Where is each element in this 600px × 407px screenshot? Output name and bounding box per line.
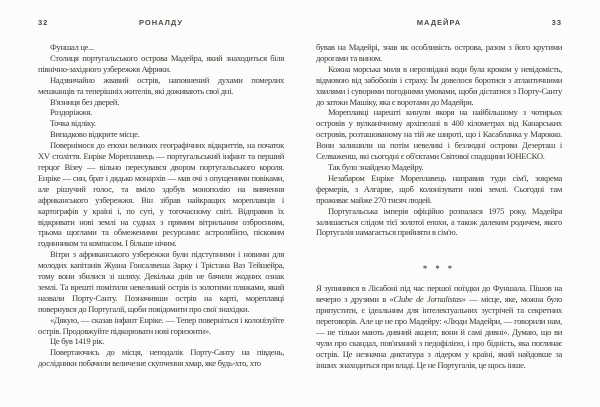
text-run: Випадково відкрите місце. [50,129,140,140]
text-run: Так було знайдено Мадейру. [328,161,424,172]
body-paragraph [316,173,562,206]
right-page [316,0,562,407]
body-paragraph [316,206,562,239]
body-paragraph [38,140,284,249]
body-paragraph [38,347,284,369]
text-run: Незабаром Енріке Мореплавець направив туди сім'ї, зокрема фермерів, з Алгарве, щоб колонізувати нові землі. Сьогодні там проживає майже 270 тисяч людей. [316,172,562,205]
text-run: Кожна морська миля в нерозвідані води була кроком у невідомість, відмовою від забобонів і страху. Їм довелося боротися з атлантичними хвилями і суворими погодними умовами, щоби дістатися з Порту-Санту до затоки Машіку, яка є воротами до Мадейри. [316,63,562,107]
text-run: Повертаючись до місця, неподалік Порту-Санту на південь, дослідники побачили величезне скупчення хмар, яке будь-хто, хто [38,347,284,369]
text-run: Столиця португальського острова Мадейра, який знаходиться біля північно-західного узбережжя Африки. [38,52,284,74]
body-paragraph [38,75,284,97]
page-number-left: 32 [38,18,49,27]
body-paragraph [38,97,284,108]
text-run: В'язниця без дверей. [50,96,119,107]
running-head-left: РОНАЛДУ [138,18,184,27]
text-run: Я зупинився в Лісабоні під час першої поїздки до Фуншала. Пішов на вечерю з друзями в « [316,283,562,305]
body-paragraph [38,315,284,337]
body-paragraph [38,249,284,314]
italic-text-run: Clube de Jornalistas [393,294,462,305]
section-break: * * * [422,263,456,274]
text-run: Це був 1419 рік. [50,336,104,347]
body-paragraph [316,283,562,370]
text-run: Повернімося до епохи великих географічних відкриттів, на початок XV століття. Енріке Мореплавець — португальський інфант та перший герцог Візеу — вільно пересувався двором португальського короля. Енріке — син, брат і дядько монархів — мав очі з опущеними повіками, але рішучий голос, та вміло здобув монополію на вивчення африканського узбережжя. Він зібрав найкращих мореплавців і картографів у країні і, по суті, у тогочасному світі. Відправив їх відкривати нові землі на суднах з прямим вітрильним озброєнням, трьома щоглами та обмеженими ресурсами: астролябією, пісковим годинником та компасом. І більше нічим. [38,140,284,249]
body-paragraph [38,42,284,53]
page-number-right: 33 [551,18,562,27]
body-paragraph [38,118,284,129]
text-run: Вітри з африканського узбережжя були підступними і новими для молодих капітанів Жуана Гонсалвеша Зарку і Трістана Ваз Тейшейра, тому вони збилися зі шляху. Декілька днів не бачили жодних ознак землі. Та врешті помітили невеликий острів із золотими пляжами, який назвали Порту-Санту. Позначивши острів на карті, мореплавці повернувся до Португалії, щоби повідомити про свої знахідки. [38,249,284,314]
body-paragraph [316,107,562,162]
body-paragraph [38,53,284,75]
body-paragraph [38,336,284,347]
right-page-header [316,18,562,29]
body-paragraph [38,107,284,118]
text-run: Точка відліку. [50,118,96,129]
text-run: «Дякую, — сказав інфант Енріке. — Тепер поверніться і колонізуйте острів. Продовжуйте підкорювати нові горизонти». [38,314,284,336]
left-page-body [38,42,284,369]
text-run: Надзвичайно жвавий острів, наповнений духами померлих мешканців та теперішніх жителів, які доживають свої дні. [38,74,284,96]
body-paragraph [316,162,562,173]
right-page-body [316,42,562,370]
text-run: Португальська імперія офіційно розпалася 1975 року. Мадейра залишається слідом тієї золотої епохи, а також далеким родичем, якого Португалія намагається прийняти в сім'ю. [316,205,562,238]
text-run: Фуншал це... [50,42,94,52]
running-head-right: МАДЕЙРА [416,18,462,27]
text-run: Роздоріжжя. [50,107,92,118]
text-run: » — місце, яке, можна було припустити, є ідеальним для інтелектуальних зустрічей та секретних переговорів. Але це не про Мадейру: «Люди Мадейри, — говорили нам, — не тільки мають дивний акцент, вони й самі дивні». Думаю, що ви чули про скандал, пов'язаний з педофілією, і про бідність, яка поглинає острів. Це незначна диктатура з лідером у країні, який найдовше за інших знаходиться при владі. Це не Португалія, це щось інше. [316,294,562,370]
text-run: Мореплавці нарешті кинули якоря на найбільшому з чотирьох островів у вулканічному архіпелазі в 400 кілометрах від Канарських островів, розташованому на тій же широті, що і Касабланка у Марокко. Вони залишили на потім невеликі і безлюдні острови Дезерташ і Селваженш, які сьогодні є об'єктами Світової спадщини ЮНЕСКО. [316,107,562,162]
body-paragraph [316,64,562,108]
left-page-header [38,18,284,29]
left-page [38,0,284,407]
body-paragraph [316,42,562,64]
body-paragraph [38,129,284,140]
text-run: бував на Мадейрі, знав як особливість острова, разом з його крутими дорогами та вином. [316,42,562,63]
